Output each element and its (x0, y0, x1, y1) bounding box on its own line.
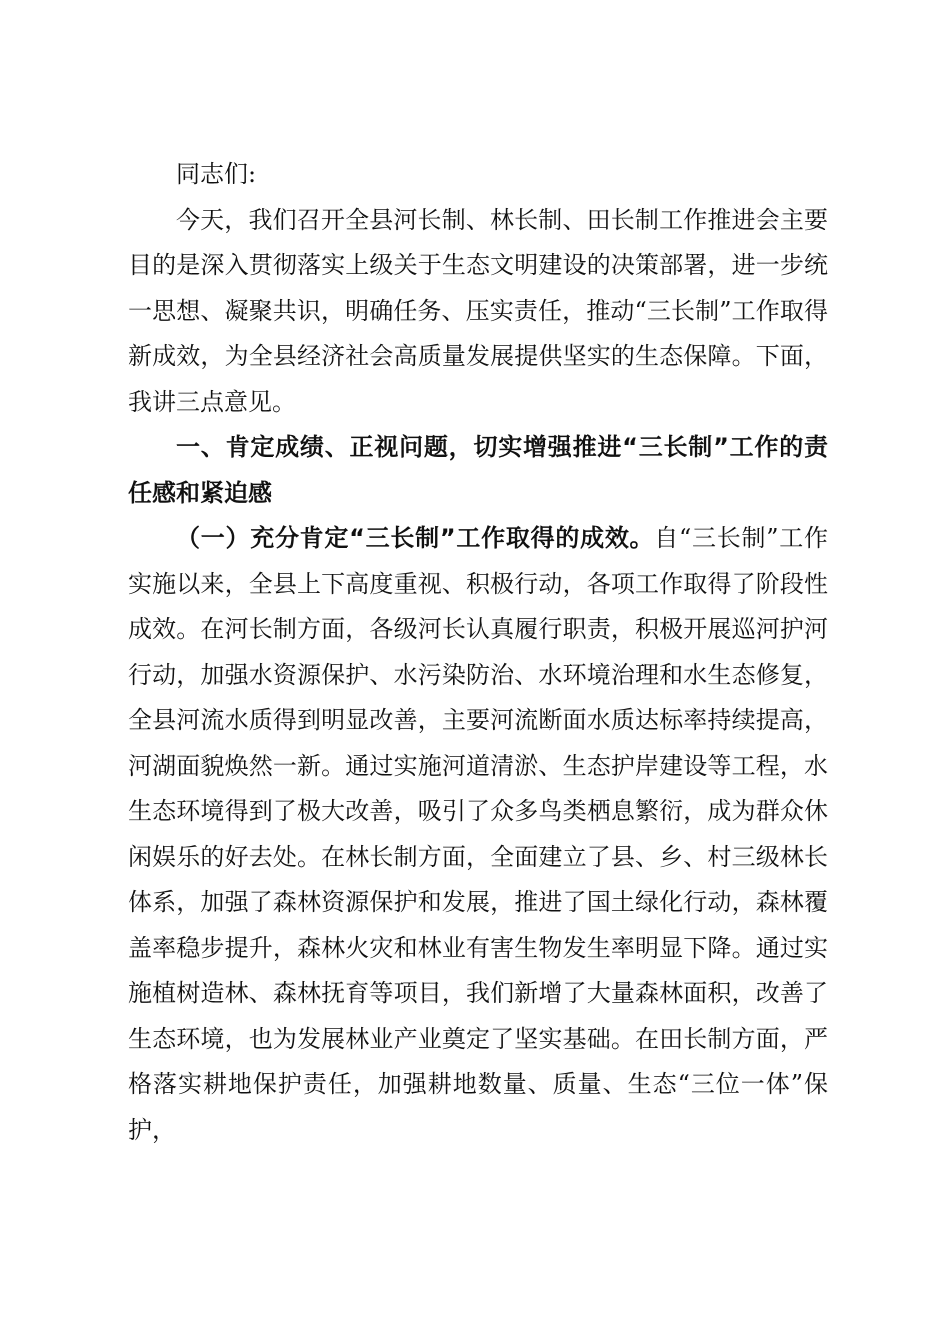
salutation: 同志们: (176, 160, 257, 188)
intro-paragraph: 今天，我们召开全县河长制、林长制、田长制工作推进会主要目的是深入贯彻落实上级关于生态文明建设的决策部署，进一步统一思想、凝聚共识，明确任务、压实责任，推动“三长制”工作取得新成效，为全县经济社会高质量发展提供坚实的生态保障。下面，我讲三点意见。 (128, 205, 828, 416)
section-heading-1: 一、肯定成绩、正视问题，切实增强推进“三长制”工作的责任感和紧迫感 (128, 433, 828, 507)
subsection-body-1: 自“三长制”工作实施以来，全县上下高度重视、积极行动，各项工作取得了阶段性成效。在河长制方面，各级河长认真履行职责，积极开展巡河护河行动，加强水资源保护、水污染防治、水环境治理和水生态修复，全县河流水质得到明显改善，主要河流断面水质达标率持续提高，河湖面貌焕然一新。通过实施河道清淤、生态护岸建设等工程，水生态环境得到了极大改善，吸引了众多鸟类栖息繁衍，成为群众休闲娱乐的好去处。在林长制方面，全面建立了县、乡、村三级林长体系，加强了森林资源保护和发展，推进了国土绿化行动，森林覆盖率稳步提升，森林火灾和林业有害生物发生率明显下降。通过实施植树造林、森林抚育等项目，我们新增了大量森林面积，改善了生态环境，也为发展林业产业奠定了坚实基础。在田长制方面，严格落实耕地保护责任，加强耕地数量、质量、生态“三位一体”保护， (128, 524, 828, 1144)
document-body (128, 152, 828, 1153)
subsection-lead-1: （一）充分肯定“三长制”工作取得的成效。 (176, 524, 655, 552)
subsection-paragraph-1 (128, 516, 828, 1153)
